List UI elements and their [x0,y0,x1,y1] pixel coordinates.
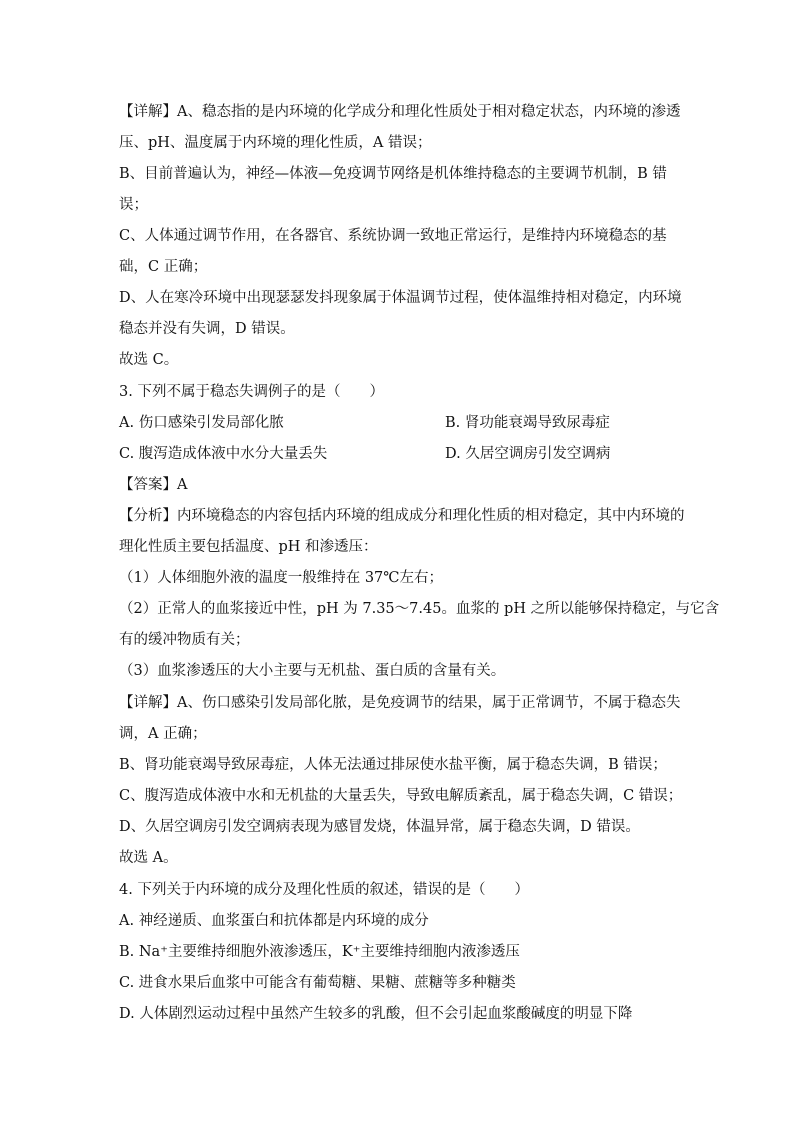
analysis-line: 理化性质主要包括温度、pH 和渗透压： [119,539,378,555]
text-line: B、目前普遍认为，神经—体液—免疫调节网络是机体维持稳态的主要调节机制，B 错 [119,166,667,182]
option-c: C. 进食水果后血浆中可能含有葡萄糖、果糖、蔗糖等多种糖类 [119,975,516,991]
text-line: 压、pH、温度属于内环境的理化性质，A 错误； [119,135,432,151]
analysis-line: （1）人体细胞外液的温度一般维持在 37℃左右； [119,570,444,586]
option-b: B. Na⁺主要维持细胞外液渗透压，K⁺主要维持细胞内液渗透压 [119,944,520,960]
option-d: D. 久居空调房引发空调病 [445,446,611,462]
detail-line: D、久居空调房引发空调病表现为感冒发烧，体温异常，属于稳态失调，D 错误。 [119,819,640,835]
option-a: A. 伤口感染引发局部化脓 [119,415,284,431]
text-line: C、人体通过调节作用，在各器官、系统协调一致地正常运行，是维持内环境稳态的基 [119,228,667,244]
text-line: 稳态并没有失调，D 错误。 [119,321,295,337]
option-b: B. 肾功能衰竭导致尿毒症 [445,415,610,431]
text-line: 故选 C。 [119,352,179,368]
question-4: 4. 下列关于内环境的成分及理化性质的叙述，错误的是（ ） [119,882,529,898]
option-c: C. 腹泻造成体液中水分大量丢失 [119,446,328,462]
text-line: D、人在寒冷环境中出现瑟瑟发抖现象属于体温调节过程，使体温维持相对稳定，内环境 [119,290,682,306]
detail-line: B、肾功能衰竭导致尿毒症，人体无法通过排尿使水盐平衡，属于稳态失调，B 错误； [119,757,667,773]
option-a: A. 神经递质、血浆蛋白和抗体都是内环境的成分 [119,913,429,929]
question-3: 3. 下列不属于稳态失调例子的是（ ） [119,384,384,400]
detail-line: 【详解】A、伤口感染引发局部化脓，是免疫调节的结果，属于正常调节，不属于稳态失 [119,695,681,711]
detail-line: 调，A 正确； [119,726,207,742]
analysis-line: 有的缓冲物质有关； [119,632,250,648]
detail-line: 故选 A。 [119,850,178,866]
option-d: D. 人体剧烈运动过程中虽然产生较多的乳酸，但不会引起血浆酸碱度的明显下降 [119,1006,633,1022]
analysis-line: （3）血浆渗透压的大小主要与无机盐、蛋白质的含量有关。 [119,663,506,679]
text-line: 【详解】A、稳态指的是内环境的化学成分和理化性质处于相对稳定状态，内环境的渗透 [119,104,681,120]
text-line: 误； [119,197,148,213]
detail-line: C、腹泻造成体液中水和无机盐的大量丢失，导致电解质紊乱，属于稳态失调，C 错误； [119,788,683,804]
text-line: 础，C 正确； [119,259,208,275]
answer-line: 【答案】A [119,477,188,493]
analysis-line: 【分析】内环境稳态的内容包括内环境的组成成分和理化性质的相对稳定，其中内环境的 [119,508,685,524]
analysis-line: （2）正常人的血浆接近中性，pH 为 7.35～7.45。血浆的 pH 之所以能够保持稳定，与它含 [119,601,720,617]
